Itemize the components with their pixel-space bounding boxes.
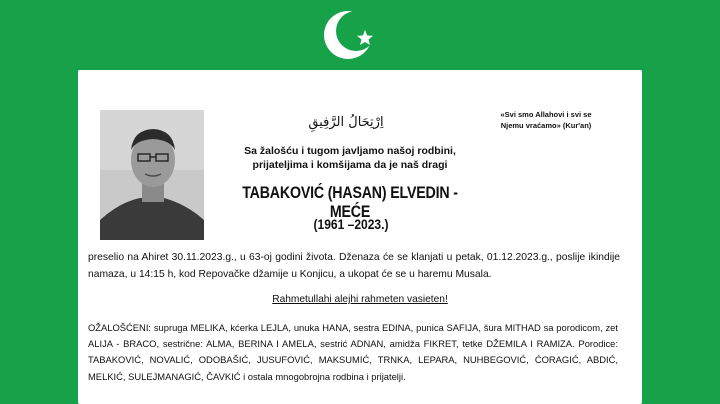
deceased-photo (100, 110, 204, 240)
intro-line-2: prijateljima i komšijama da je naš dragi (252, 159, 448, 172)
crescent-star-icon (318, 4, 382, 64)
deceased-years: (1961 –2023.) (313, 216, 389, 232)
quran-quote (476, 110, 616, 132)
intro-text (226, 144, 474, 172)
mourners-text: OŽALOŠĆENI: supruga MELIKA, kćerka LEJLA, unuka HANA, sestra EDINA, punica SAFIJA, šura MITHAD sa porodicom, zet ALIJA - BRACO, sestrične: ALMA, BERINA I AMELA, sestrić ADNAN, amidža FIKRET, tetke DŽEMILA I RAMIZA. Porodice: TABAKOVIĆ, NOVALIĆ, ODOBAŠIĆ, JUSUFOVIĆ, MAKSUMIĆ, TRNKA, LEPARA, NUHBEGOVIĆ, ĆORAGIĆ, ABDIĆ, MELKIĆ, SULEJMANAGIĆ, ČAVKIĆ i ostala mnogobrojna rodbina i prijatelji. (88, 322, 618, 382)
quote-line-2: Njemu vraćamo» (Kur'an) (500, 120, 592, 130)
blessing-text: Rahmetullahi alejhi rahmeten vasieten! (272, 294, 448, 305)
calligraphy-text: اِرْتِحَالُ الرَّفِيقِ (308, 115, 384, 130)
obituary-card (78, 70, 642, 404)
quote-line-1: «Svi smo Allahovi i svi se (500, 110, 592, 119)
deceased-name: TABAKOVIĆ (HASAN) ELVEDIN - MEĆE (242, 184, 458, 221)
blessing-line (78, 294, 642, 305)
intro-line-1: Sa žalošću i tugom javljamo našoj rodbini, (244, 145, 456, 157)
arabic-calligraphy (306, 104, 386, 138)
announcement-text: preselio na Ahiret 30.11.2023.g., u 63-oj godini života. Dženaza će se klanjati u petak, 01.12.2023.g., poslije ikindije namaza, u 14:15 h, kod Repovačke džamije u Konjicu, a ukopat će se u haremu Musala. (88, 252, 620, 280)
